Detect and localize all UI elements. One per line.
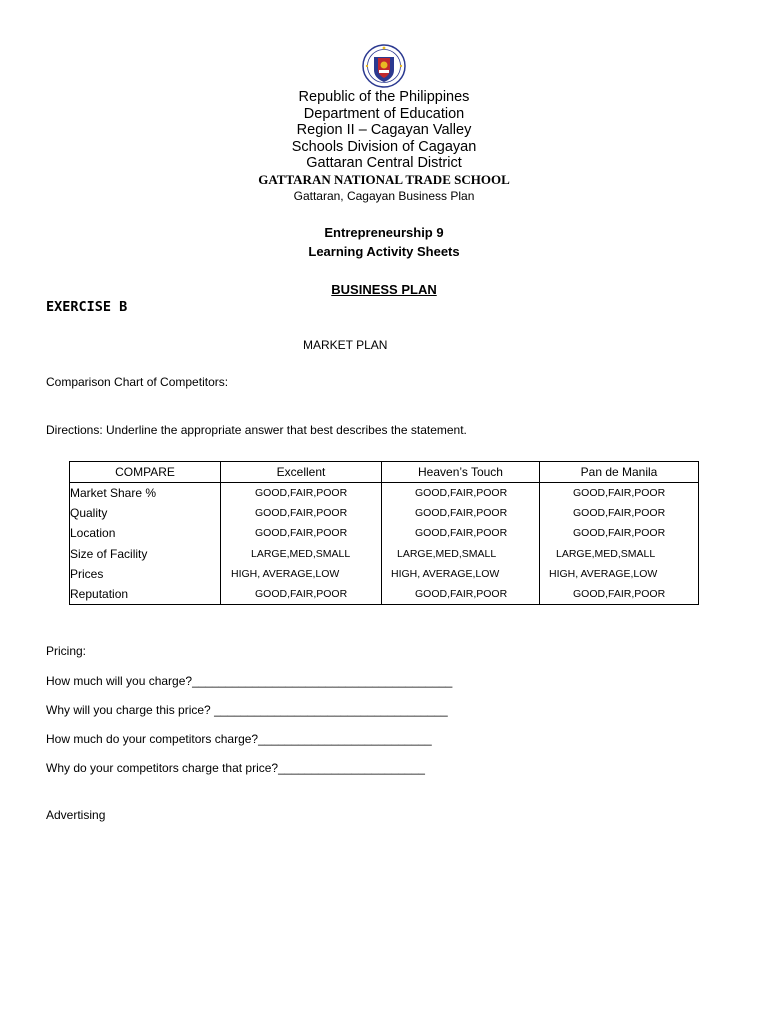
header-line-country: Republic of the Philippines	[298, 89, 470, 105]
comparison-table	[69, 461, 699, 605]
document-title: BUSINESS PLAN	[331, 282, 437, 297]
option-cell[interactable]: GOOD,FAIR,POOR	[255, 487, 348, 499]
pricing-question-competitors-why[interactable]: Why do your competitors charge that price?______________________	[46, 761, 425, 775]
options-heavens-touch	[382, 483, 540, 605]
option-cell[interactable]: HIGH, AVERAGE,LOW	[391, 567, 500, 580]
criteria-size: Size of Facility	[70, 546, 148, 561]
comparison-label: Comparison Chart of Competitors:	[46, 375, 229, 389]
option-cell[interactable]: HIGH, AVERAGE,LOW	[549, 567, 658, 580]
option-cell[interactable]: GOOD,FAIR,POOR	[415, 587, 508, 600]
option-cell[interactable]: GOOD,FAIR,POOR	[573, 587, 666, 600]
header-pan-de-manila: Pan de Manila	[540, 462, 699, 483]
criteria-prices: Prices	[70, 566, 104, 581]
advertising-label: Advertising	[46, 808, 106, 822]
pricing-question-why[interactable]: Why will you charge this price? ___________________________________	[46, 703, 448, 717]
pricing-question-charge[interactable]: How much will you charge?_______________________________________	[46, 674, 453, 688]
criteria-market-share: Market Share %	[70, 486, 157, 500]
option-cell[interactable]: LARGE,MED,SMALL	[251, 547, 351, 560]
option-cell[interactable]: GOOD,FAIR,POOR	[573, 527, 666, 540]
school-address: Gattaran, Cagayan Business Plan	[293, 189, 475, 203]
pricing-label: Pricing:	[46, 644, 87, 658]
option-cell[interactable]: GOOD,FAIR,POOR	[573, 487, 666, 499]
header-excellent: Excellent	[221, 462, 382, 483]
section-title: MARKET PLAN	[303, 338, 388, 352]
pricing-question-competitors[interactable]: How much do your competitors charge?__________________________	[46, 732, 432, 746]
directions-text: Directions: Underline the appropriate answer that best describes the statement.	[46, 423, 467, 437]
header-line-district: Gattaran Central District	[306, 155, 462, 171]
exercise-label: EXERCISE B	[46, 299, 128, 315]
table-row	[70, 483, 699, 605]
header-line-department: Department of Education	[303, 105, 465, 122]
option-cell[interactable]: GOOD,FAIR,POOR	[415, 507, 508, 520]
criteria-column	[70, 483, 221, 605]
option-cell[interactable]: GOOD,FAIR,POOR	[415, 527, 508, 540]
options-pan-de-manila	[540, 483, 699, 605]
option-cell[interactable]: GOOD,FAIR,POOR	[255, 527, 348, 540]
criteria-location: Location	[70, 526, 116, 541]
option-cell[interactable]: GOOD,FAIR,POOR	[415, 487, 508, 499]
header-line-region: Region II – Cagayan Valley	[296, 122, 472, 138]
option-cell[interactable]: GOOD,FAIR,POOR	[255, 587, 348, 600]
header-line-division: Schools Division of Cagayan	[291, 138, 477, 155]
header-compare: COMPARE	[70, 462, 221, 483]
option-cell[interactable]: LARGE,MED,SMALL	[397, 547, 497, 560]
option-cell[interactable]: GOOD,FAIR,POOR	[255, 507, 348, 520]
sheet-title: Learning Activity Sheets	[308, 244, 460, 259]
option-cell[interactable]: HIGH, AVERAGE,LOW	[231, 567, 340, 580]
header-heavens-touch: Heaven’s Touch	[382, 462, 540, 483]
options-excellent	[221, 483, 382, 605]
criteria-reputation: Reputation	[70, 586, 129, 601]
deped-seal-icon	[362, 44, 406, 88]
subject-title: Entrepreneurship 9	[324, 225, 444, 240]
school-name: GATTARAN NATIONAL TRADE SCHOOL	[258, 172, 510, 187]
table-header-row	[70, 462, 699, 483]
option-cell[interactable]: LARGE,MED,SMALL	[556, 547, 656, 560]
option-cell[interactable]: GOOD,FAIR,POOR	[573, 507, 666, 520]
letterhead	[0, 89, 768, 172]
criteria-quality: Quality	[70, 506, 108, 521]
